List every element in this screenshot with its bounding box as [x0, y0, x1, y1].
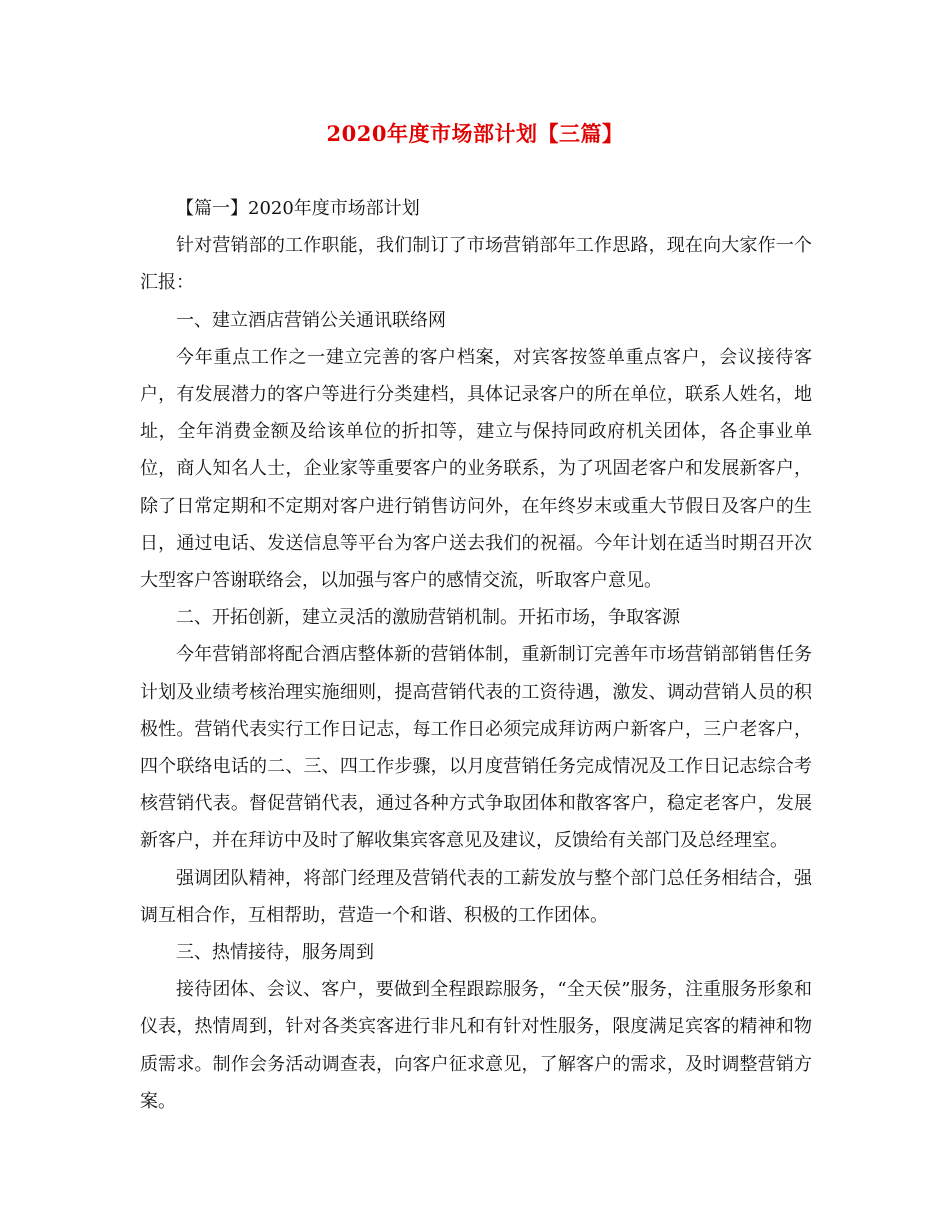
section-heading: 一、建立酒店营销公关通讯联络网 [176, 309, 446, 331]
body-paragraph: 针对营销部的工作职能，我们制订了市场营销部年工作思路，现在向大家作一个汇报： [140, 235, 812, 294]
document-body [140, 190, 812, 1120]
body-paragraph: 今年重点工作之一建立完善的客户档案，对宾客按签单重点客户，会议接待客户，有发展潜力的客户等进行分类建档，具体记录客户的所在单位，联系人姓名，地址，全年消费金额及给该单位的折扣等，建立与保持同政府机关团体，各企事业单位，商人知名人士，企业家等重要客户的业务联系，为了巩固老客户和发展新客户，除了日常定期和不定期对客户进行销售访问外，在年终岁末或重大节假日及客户的生日，通过电话、发送信息等平台为客户送去我们的祝福。今年计划在适当时期召开次大型客户答谢联络会，以加强与客户的感情交流，听取客户意见。 [140, 346, 812, 592]
section-heading: 【篇一】2020年度市场部计划 [176, 198, 420, 219]
section-heading: 三、热情接待，服务周到 [176, 942, 374, 964]
section-heading: 二、开拓创新，建立灵活的激励营销机制。开拓市场，争取客源 [176, 607, 680, 629]
document-title: 2020年度市场部计划【三篇】 [326, 121, 624, 146]
body-paragraph: 今年营销部将配合酒店整体新的营销体制，重新制订完善年市场营销部销售任务计划及业绩考核治理实施细则，提高营销代表的工资待遇，激发、调动营销人员的积极性。营销代表实行工作日记志，每工作日必须完成拜访两户新客户，三户老客户，四个联络电话的二、三、四工作步骤，以月度营销任务完成情况及工作日记志综合考核营销代表。督促营销代表，通过各种方式争取团体和散客客户，稳定老客户，发展新客户，并在拜访中及时了解收集宾客意见及建议，反馈给有关部门及总经理室。 [140, 644, 812, 852]
body-paragraph: 接待团体、会议、客户，要做到全程跟踪服务，“全天侯”服务，注重服务形象和仪表，热情周到，针对各类宾客进行非凡和有针对性服务，限度满足宾客的精神和物质需求。制作会务活动调查表，向客户征求意见，了解客户的需求，及时调整营销方案。 [140, 979, 812, 1112]
body-paragraph: 强调团队精神，将部门经理及营销代表的工薪发放与整个部门总任务相结合，强调互相合作，互相帮助，营造一个和谐、积极的工作团体。 [140, 867, 812, 926]
